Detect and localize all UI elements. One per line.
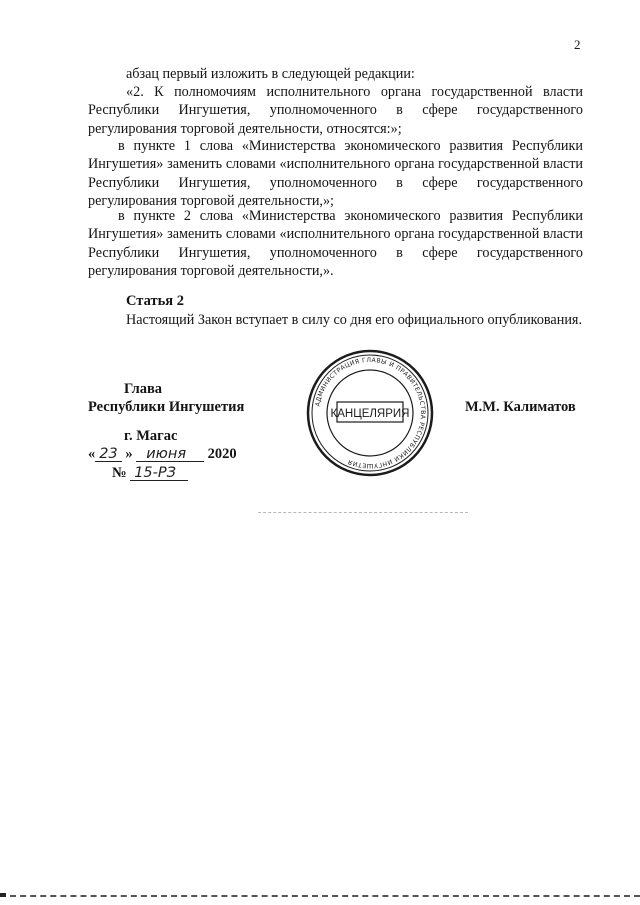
page-number: 2 (574, 37, 581, 52)
stamp-center-text: КАНЦЕЛЯРИЯ (330, 408, 410, 420)
bottom-left-mark (0, 893, 6, 897)
signature-title-line2: Республики Ингушетия (88, 399, 245, 415)
date-day-handwritten: 23 (95, 447, 121, 462)
article-heading: Статья 2 (126, 293, 184, 309)
article-text: Настоящий Закон вступает в силу со дня его официального опубликования. (126, 312, 582, 328)
signing-city: г. Магас (124, 428, 178, 444)
stamp-ring-text: АДМИНИСТРАЦИЯ ГЛАВЫ И ПРАВИТЕЛЬСТВА РЕСПУБЛИКИ ИНГУШЕТИЯ (314, 356, 427, 470)
signing-date (88, 446, 237, 463)
paragraph-point-2: в пункте 2 слова «Министерства экономического развития Республики Ингушетия» заменить словами «исполнительного органа государственной власти Республики Ингушетия, уполномоченного в сфере государственного регулирования торговой деятельности,». (88, 208, 583, 279)
signature-title-line1: Глава (124, 381, 163, 397)
date-close-quote: » (125, 446, 133, 462)
date-year: 2020 (207, 446, 237, 462)
date-month-handwritten: июня (136, 447, 204, 462)
separator-dashes (258, 512, 468, 515)
date-open-quote: « (88, 446, 96, 462)
paragraph-intro: абзац первый изложить в следующей редакции: (126, 66, 415, 82)
paragraph-item-2: «2. К полномочиям исполнительного органа государственной власти Республики Ингушетия, уполномоченного в сфере государственного регулирования торговой деятельности, относятся:»; (88, 84, 583, 137)
number-label: № (112, 465, 127, 481)
stamp-seal-icon (300, 348, 440, 478)
bottom-scan-edge (0, 895, 640, 899)
paragraph-point-1: в пункте 1 слова «Министерства экономического развития Республики Ингушетия» заменить словами «исполнительного органа государственной власти Республики Ингушетия, уполномоченного в сфере государственного регулирования торговой деятельности,»; (88, 138, 583, 209)
law-number (112, 465, 188, 482)
signature-name: М.М. Калиматов (465, 399, 576, 415)
number-handwritten: 15-РЗ (130, 466, 188, 481)
official-stamp (300, 348, 440, 483)
